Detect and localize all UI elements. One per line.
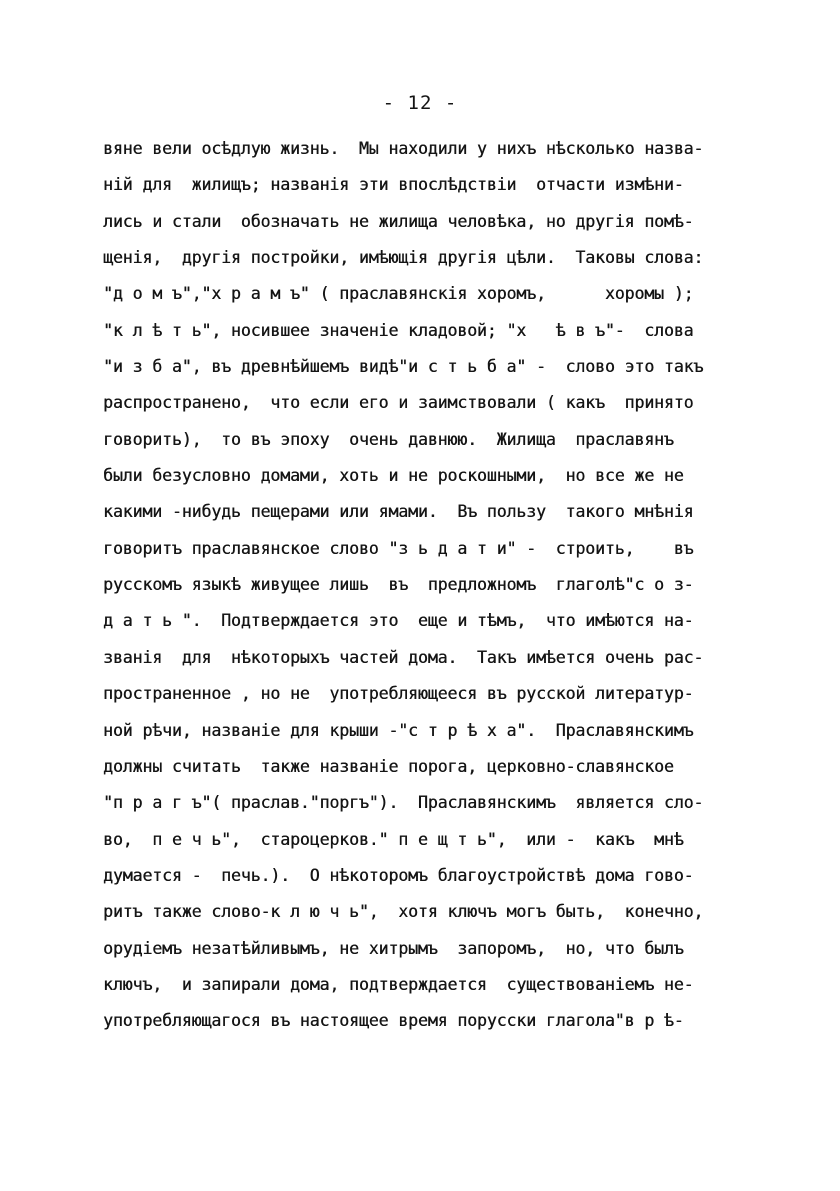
text-line: распространено, что если его и заимствовали ( какъ принято: [103, 393, 694, 413]
text-line: пространенное , но не употребляющееся въ русской литератур-: [103, 684, 694, 704]
text-line: "к л ѣ т ь", носившее значенiе кладовой; "х ѣ в ъ"- слова: [103, 320, 694, 340]
text-line: говоритъ праславянское слово "з ь д а т и" - строить, въ: [103, 538, 694, 558]
text-line: ритъ также слово-к л ю ч ь", хотя ключъ могъ быть, конечно,: [103, 902, 704, 922]
text-line: щенiя, другiя постройки, имѣющiя другiя цѣли. Таковы слова:: [103, 248, 704, 268]
text-line: были безусловно домами, хоть и не роскошными, но все же не: [103, 466, 684, 486]
text-line: какими -нибудь пещерами или ямами. Въ пользу такого мнѣнiя: [103, 502, 694, 522]
text-line: ключъ, и запирали дома, подтверждается существованiемъ не-: [103, 974, 694, 994]
text-line: вяне вели осѣдлую жизнь. Мы находили у нихъ нѣсколько назва-: [103, 139, 704, 158]
text-line: "и з б а", въ древнѣйшемъ видѣ"и с т ь б а" - слово это такъ: [103, 357, 704, 377]
text-line: ной рѣчи, названiе для крыши -"с т р ѣ х а". Праславянскимъ: [103, 720, 694, 740]
text-line: званiя для нѣкоторыхъ частей дома. Такъ имѣется очень рас-: [103, 647, 704, 667]
text-line: "п р а г ъ"( праслав."поргъ"). Праславянскимъ является сло-: [103, 793, 704, 813]
text-line: говорить), то въ эпоху очень давнюю. Жилища праславянъ: [103, 429, 674, 449]
text-line: "д о м ъ","х р а м ъ" ( праславянскiя хоромъ, хоромы );: [103, 284, 694, 304]
text-line: русскомъ языкѣ живущее лишь въ предложномъ глаголѣ"с о з-: [103, 575, 694, 595]
text-line: должны считать также названiе порога, церковно-славянское: [103, 756, 674, 776]
text-line: орудiемъ незатѣйливымъ, не хитрымъ запоромъ, но, что былъ: [103, 938, 684, 958]
text-line: во, п е ч ь", староцерков." п е щ т ь", или - какъ мнѣ: [103, 829, 684, 849]
text-line: употребляющагося въ настоящее время порусски глагола"в р ѣ-: [103, 1011, 684, 1031]
text-line: нiй для жилищъ; названiя эти впослѣдствiи отчасти измѣни-: [103, 175, 684, 195]
text-line: думается - печь.). О нѣкоторомъ благоустройствѣ дома гово-: [103, 865, 694, 885]
page-number: - 12 -: [382, 92, 458, 114]
text-line: лись и стали обозначать не жилища человѣка, но другiя помѣ-: [103, 211, 694, 231]
text-line: д а т ь ". Подтверждается это еще и тѣмъ, что имѣются на-: [103, 611, 694, 631]
body-text: [103, 131, 723, 1040]
